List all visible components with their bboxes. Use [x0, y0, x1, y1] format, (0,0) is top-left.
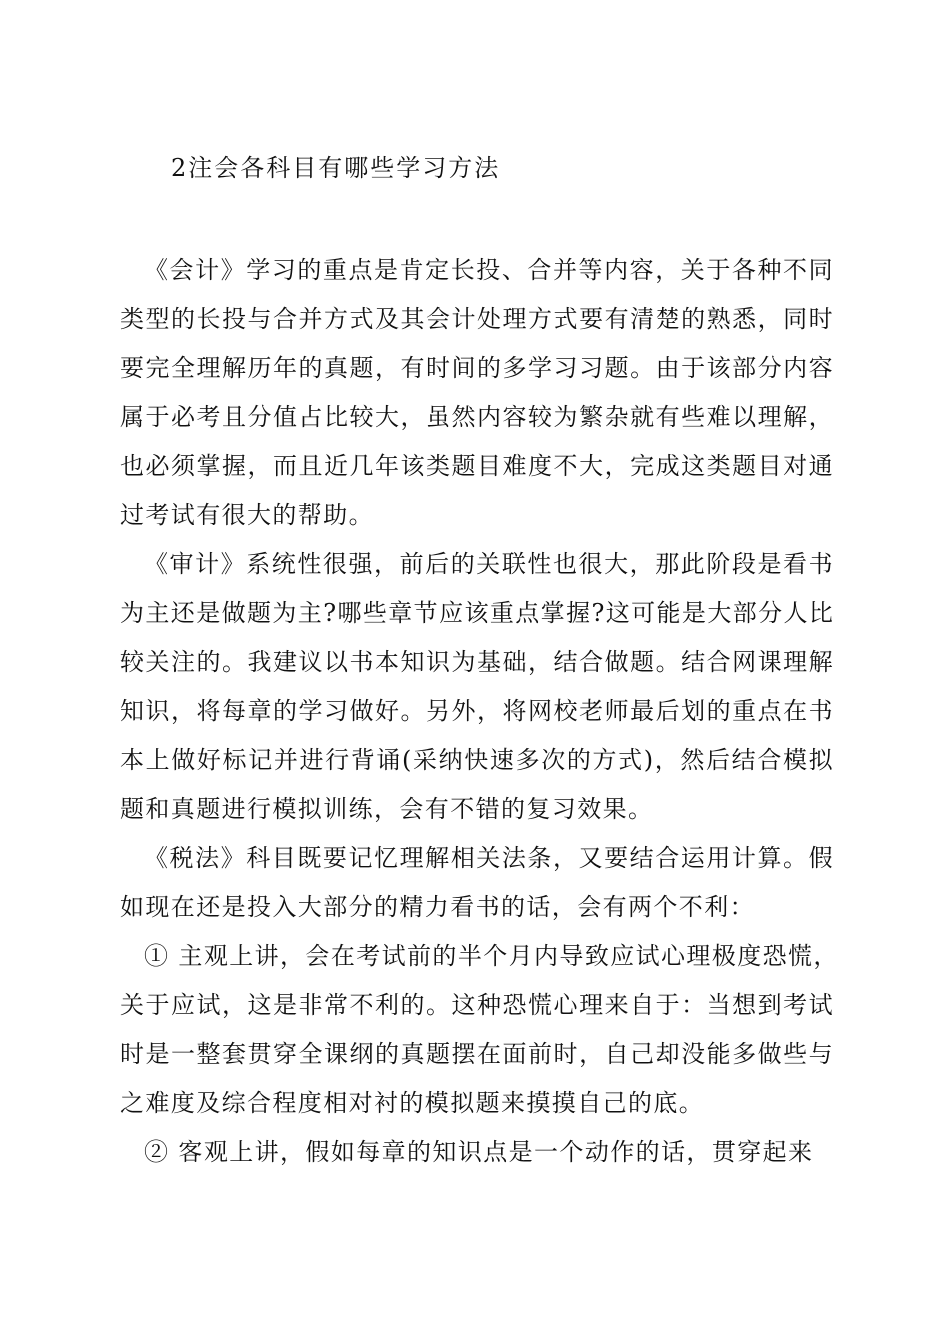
paragraph-shuifa [120, 834, 834, 932]
text-line: 过考试有很大的帮助。 [120, 501, 374, 529]
text-line: 关于应试，这是非常不利的。这种恐慌心理来自于：当想到考试 [120, 991, 834, 1019]
text-line: 之难度及综合程度相对衬的模拟题来摸摸自己的底。 [120, 1089, 705, 1117]
text-line: 如现在还是投入大部分的精力看书的话，会有两个不利： [120, 893, 755, 921]
paragraph-shenji [120, 540, 834, 834]
text-line: 《审计》系统性很强，前后的关联性也很大，那此阶段是看书 [144, 550, 834, 578]
text-line: ② 客观上讲，假如每章的知识点是一个动作的话，贯穿起来 [144, 1138, 814, 1166]
text-line: 要完全理解历年的真题，有时间的多学习习题。由于该部分内容 [120, 354, 834, 382]
text-line: 知识，将每章的学习做好。另外，将网校老师最后划的重点在书 [120, 697, 834, 725]
paragraph-kuaiji [120, 246, 834, 540]
document-title: 2注会各科目有哪些学习方法 [171, 154, 501, 182]
text-line: 也必须掌握，而且近几年该类题目难度不大，完成这类题目对通 [120, 452, 834, 480]
text-line: 《会计》学习的重点是肯定长投、合并等内容，关于各种不同 [144, 256, 834, 284]
text-line: 类型的长投与合并方式及其会计处理方式要有清楚的熟悉，同时 [120, 305, 834, 333]
text-line: 较关注的。我建议以书本知识为基础，结合做题。结合网课理解 [120, 648, 834, 676]
list-item-point-1 [120, 932, 839, 1128]
text-line: 属于必考且分值占比较大，虽然内容较为繁杂就有些难以理解， [120, 403, 834, 431]
text-line: 《税法》科目既要记忆理解相关法条，又要结合运用计算。假 [144, 844, 834, 872]
text-line: ① 主观上讲，会在考试前的半个月内导致应试心理极度恐慌， [144, 942, 839, 970]
document-body [120, 246, 839, 1177]
text-line: 本上做好标记并进行背诵(采纳快速多次的方式)，然后结合模拟 [120, 746, 834, 774]
list-item-point-2 [120, 1128, 834, 1177]
text-line: 为主还是做题为主?哪些章节应该重点掌握?这可能是大部分人比 [120, 599, 835, 627]
text-line: 题和真题进行模拟训练，会有不错的复习效果。 [120, 795, 654, 823]
text-line: 时是一整套贯穿全课纲的真题摆在面前时，自己却没能多做些与 [120, 1040, 834, 1068]
